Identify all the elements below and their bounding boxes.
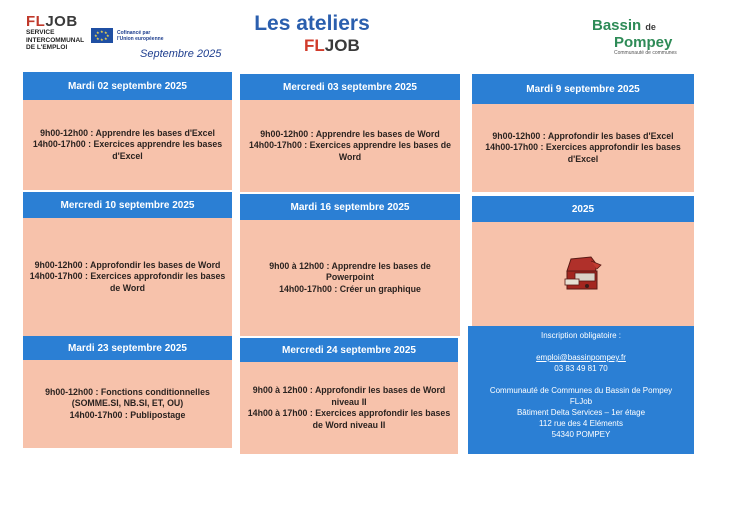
contact-email-link[interactable]: emploi@bassinpompey.fr — [536, 353, 626, 362]
month-label: Septembre 2025 — [140, 48, 222, 60]
workshop-date-header: Mardi 9 septembre 2025 — [472, 74, 694, 104]
logo-line: SERVICE — [26, 29, 55, 36]
workshop-schedule: 9h00-12h00 : Approfondir les bases d'Excel 14h00-17h00 : Exercices approfondir les bases d'Excel — [472, 104, 694, 192]
page-title: Les ateliers FLJOB — [254, 12, 370, 55]
workshop-schedule: 9h00-12h00 : Apprendre les bases d'Excel 14h00-17h00 : Exercices apprendre les bases d'Excel — [23, 100, 232, 190]
eu-cofunding-logo: ★ ★ ★ ★ ★ ★ ★ ★ Cofinancé par l'Union européenne — [91, 28, 163, 43]
eu-flag-icon: ★ ★ ★ ★ ★ ★ ★ ★ — [91, 28, 113, 43]
logo-line: DE L'EMPLOI — [26, 44, 68, 51]
workshop-date-header: Mercredi 03 septembre 2025 — [240, 74, 460, 100]
workshop-schedule: 9h00 à 12h00 : Approfondir les bases de Word niveau II 14h00 à 17h00 : Exercices approfondir les bases de Word niveau II — [240, 362, 458, 454]
workshop-schedule: 9h00 à 12h00 : Apprendre les bases de Powerpoint 14h00-17h00 : Créer un graphique — [240, 220, 460, 336]
year-header: 2025 — [472, 196, 694, 222]
contact-phone: 03 83 49 81 70 — [554, 364, 608, 373]
registration-heading: Inscription obligatoire : — [540, 331, 622, 340]
workshop-schedule: 9h00-12h00 : Apprendre les bases de Word 14h00-17h00 : Exercices apprendre les bases de Word — [240, 100, 460, 192]
workshop-date-header: Mardi 16 septembre 2025 — [240, 194, 460, 220]
organization-name: Communauté de Communes du Bassin de Pompey — [489, 386, 673, 395]
workshop-date-header: Mardi 23 septembre 2025 — [23, 336, 232, 360]
workshop-date-header: Mercredi 10 septembre 2025 — [23, 192, 232, 218]
logo-line: INTERCOMMUNAL — [26, 36, 85, 44]
address-building: Bâtiment Delta Services – 1er étage — [516, 408, 646, 417]
service-name: FLJob — [569, 397, 593, 406]
workshop-schedule: 9h00-12h00 : Fonctions conditionnelles (SOMME.SI, NB.SI, ET, OU) 14h00-17h00 : Publipostage — [23, 360, 232, 448]
workshop-date-header: Mardi 02 septembre 2025 — [23, 72, 232, 100]
workshop-schedule: 9h00-12h00 : Approfondir les bases de Word 14h00-17h00 : Exercices approfondir les bases de Word — [23, 218, 232, 336]
registration-info-panel — [468, 326, 694, 454]
bassin-pompey-logo: Bassin de Pompey Communauté de communes — [592, 17, 677, 56]
treasure-chest-icon — [561, 253, 605, 295]
fljob-logo: FLJOB SERVICE INTERCOMMUNAL DE L'EMPLOI — [26, 13, 85, 51]
illustration-panel — [472, 222, 694, 326]
workshop-date-header: Mercredi 24 septembre 2025 — [240, 338, 458, 362]
address-street: 112 rue des 4 Eléments — [539, 419, 623, 428]
address-city: 54340 POMPEY — [551, 430, 611, 439]
